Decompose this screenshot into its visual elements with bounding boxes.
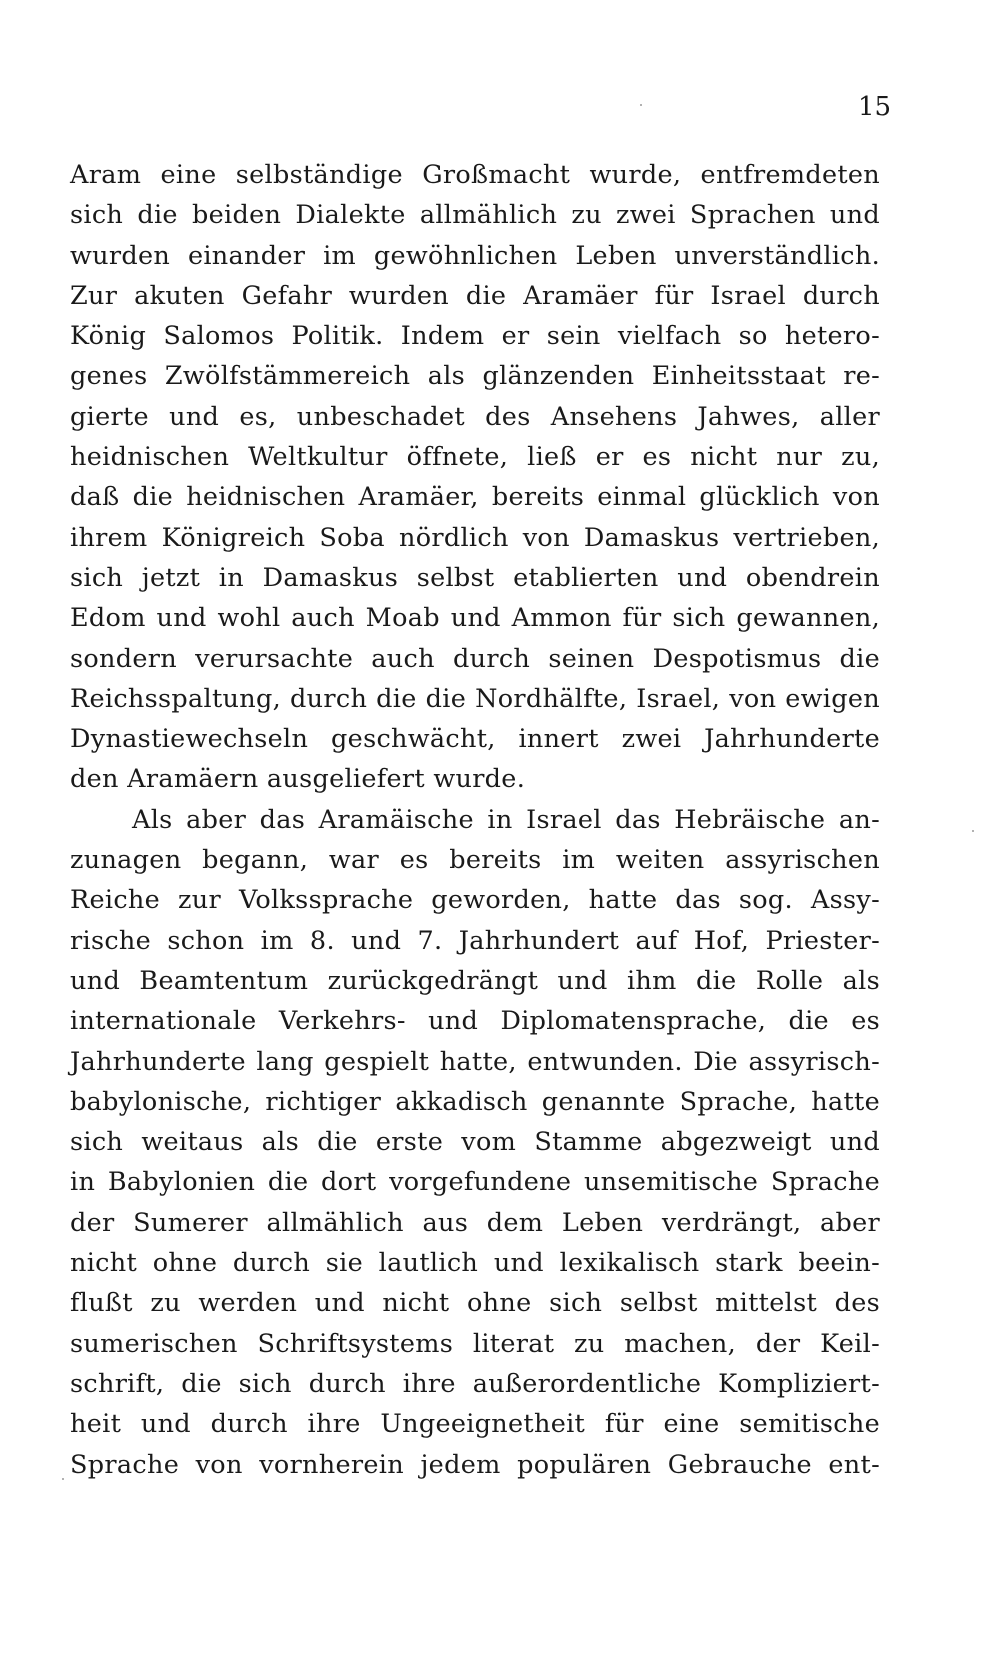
text-line: babylonische, richtiger akkadisch genannte Sprache, hatte (70, 1086, 880, 1117)
text-line: Jahrhunderte lang gespielt hatte, entwunden. Die assyrisch- (70, 1046, 880, 1077)
text-line: sich jetzt in Damaskus selbst etablierten und obendrein (70, 562, 880, 593)
scan-speck (62, 1478, 64, 1480)
text-line: ihrem Königreich Soba nördlich von Damaskus vertrieben, (70, 522, 880, 553)
text-line: internationale Verkehrs- und Diplomatensprache, die es (70, 1006, 880, 1037)
text-line: zunagen begann, war es bereits im weiten assyrischen (70, 845, 880, 876)
text-line: heidnischen Weltkultur öffnete, ließ er es nicht nur zu, (70, 442, 880, 473)
text-line: nicht ohne durch sie lautlich und lexikalisch stark beein- (70, 1248, 880, 1279)
text-line: Reichsspaltung, durch die die Nordhälfte, Israel, von ewigen (70, 683, 880, 714)
text-line: gierte und es, unbeschadet des Ansehens Jahwes, aller (70, 401, 880, 432)
text-line: Reiche zur Volkssprache geworden, hatte das sog. Assy- (70, 885, 880, 916)
text-line: Aram eine selbständige Großmacht wurde, entfremdeten (70, 160, 880, 190)
text-line: flußt zu werden und nicht ohne sich selbst mittelst des (70, 1288, 880, 1319)
scan-speck (972, 830, 974, 832)
text-line: sondern verursachte auch durch seinen Despotismus die (70, 643, 880, 674)
text-line: sumerischen Schriftsystems literat zu machen, der Keil- (70, 1328, 880, 1359)
text-line: sich die beiden Dialekte allmählich zu zwei Sprachen und (70, 200, 880, 231)
text-line: schrift, die sich durch ihre außerordentliche Kompliziert- (70, 1368, 880, 1399)
body-text (70, 155, 880, 1485)
text-line: König Salomos Politik. Indem er sein vielfach so hetero- (70, 321, 880, 352)
text-line: genes Zwölfstämmereich als glänzenden Einheitsstaat re- (70, 361, 880, 392)
text-line: der Sumerer allmählich aus dem Leben verdrängt, aber (70, 1207, 880, 1238)
scan-speck (640, 104, 642, 106)
text-line: in Babylonien die dort vorgefundene unsemitische Sprache (70, 1167, 880, 1198)
page-number: 15 (858, 92, 892, 122)
text-line: wurden einander im gewöhnlichen Leben unverständlich. (70, 240, 880, 271)
text-line: Edom und wohl auch Moab und Ammon für sich gewannen, (70, 603, 880, 634)
text-line: daß die heidnischen Aramäer, bereits einmal glücklich von (70, 482, 880, 513)
text-line: rische schon im 8. und 7. Jahrhundert auf Hof, Priester- (70, 925, 880, 956)
paragraph-end-line: den Aramäern ausgeliefert wurde. (70, 764, 526, 795)
text-line: und Beamtentum zurückgedrängt und ihm die Rolle als (70, 965, 880, 996)
text-line: sich weitaus als die erste vom Stamme abgezweigt und (70, 1127, 880, 1158)
text-line: Sprache von vornherein jedem populären Gebrauche ent- (70, 1449, 880, 1480)
text-line: Dynastiewechseln geschwächt, innert zwei Jahrhunderte (70, 724, 880, 755)
text-line: Zur akuten Gefahr wurden die Aramäer für Israel durch (70, 280, 880, 311)
text-line: heit und durch ihre Ungeeignetheit für eine semitische (70, 1409, 880, 1440)
paragraph-start-line: Als aber das Aramäische in Israel das Hebräische an- (132, 804, 880, 835)
